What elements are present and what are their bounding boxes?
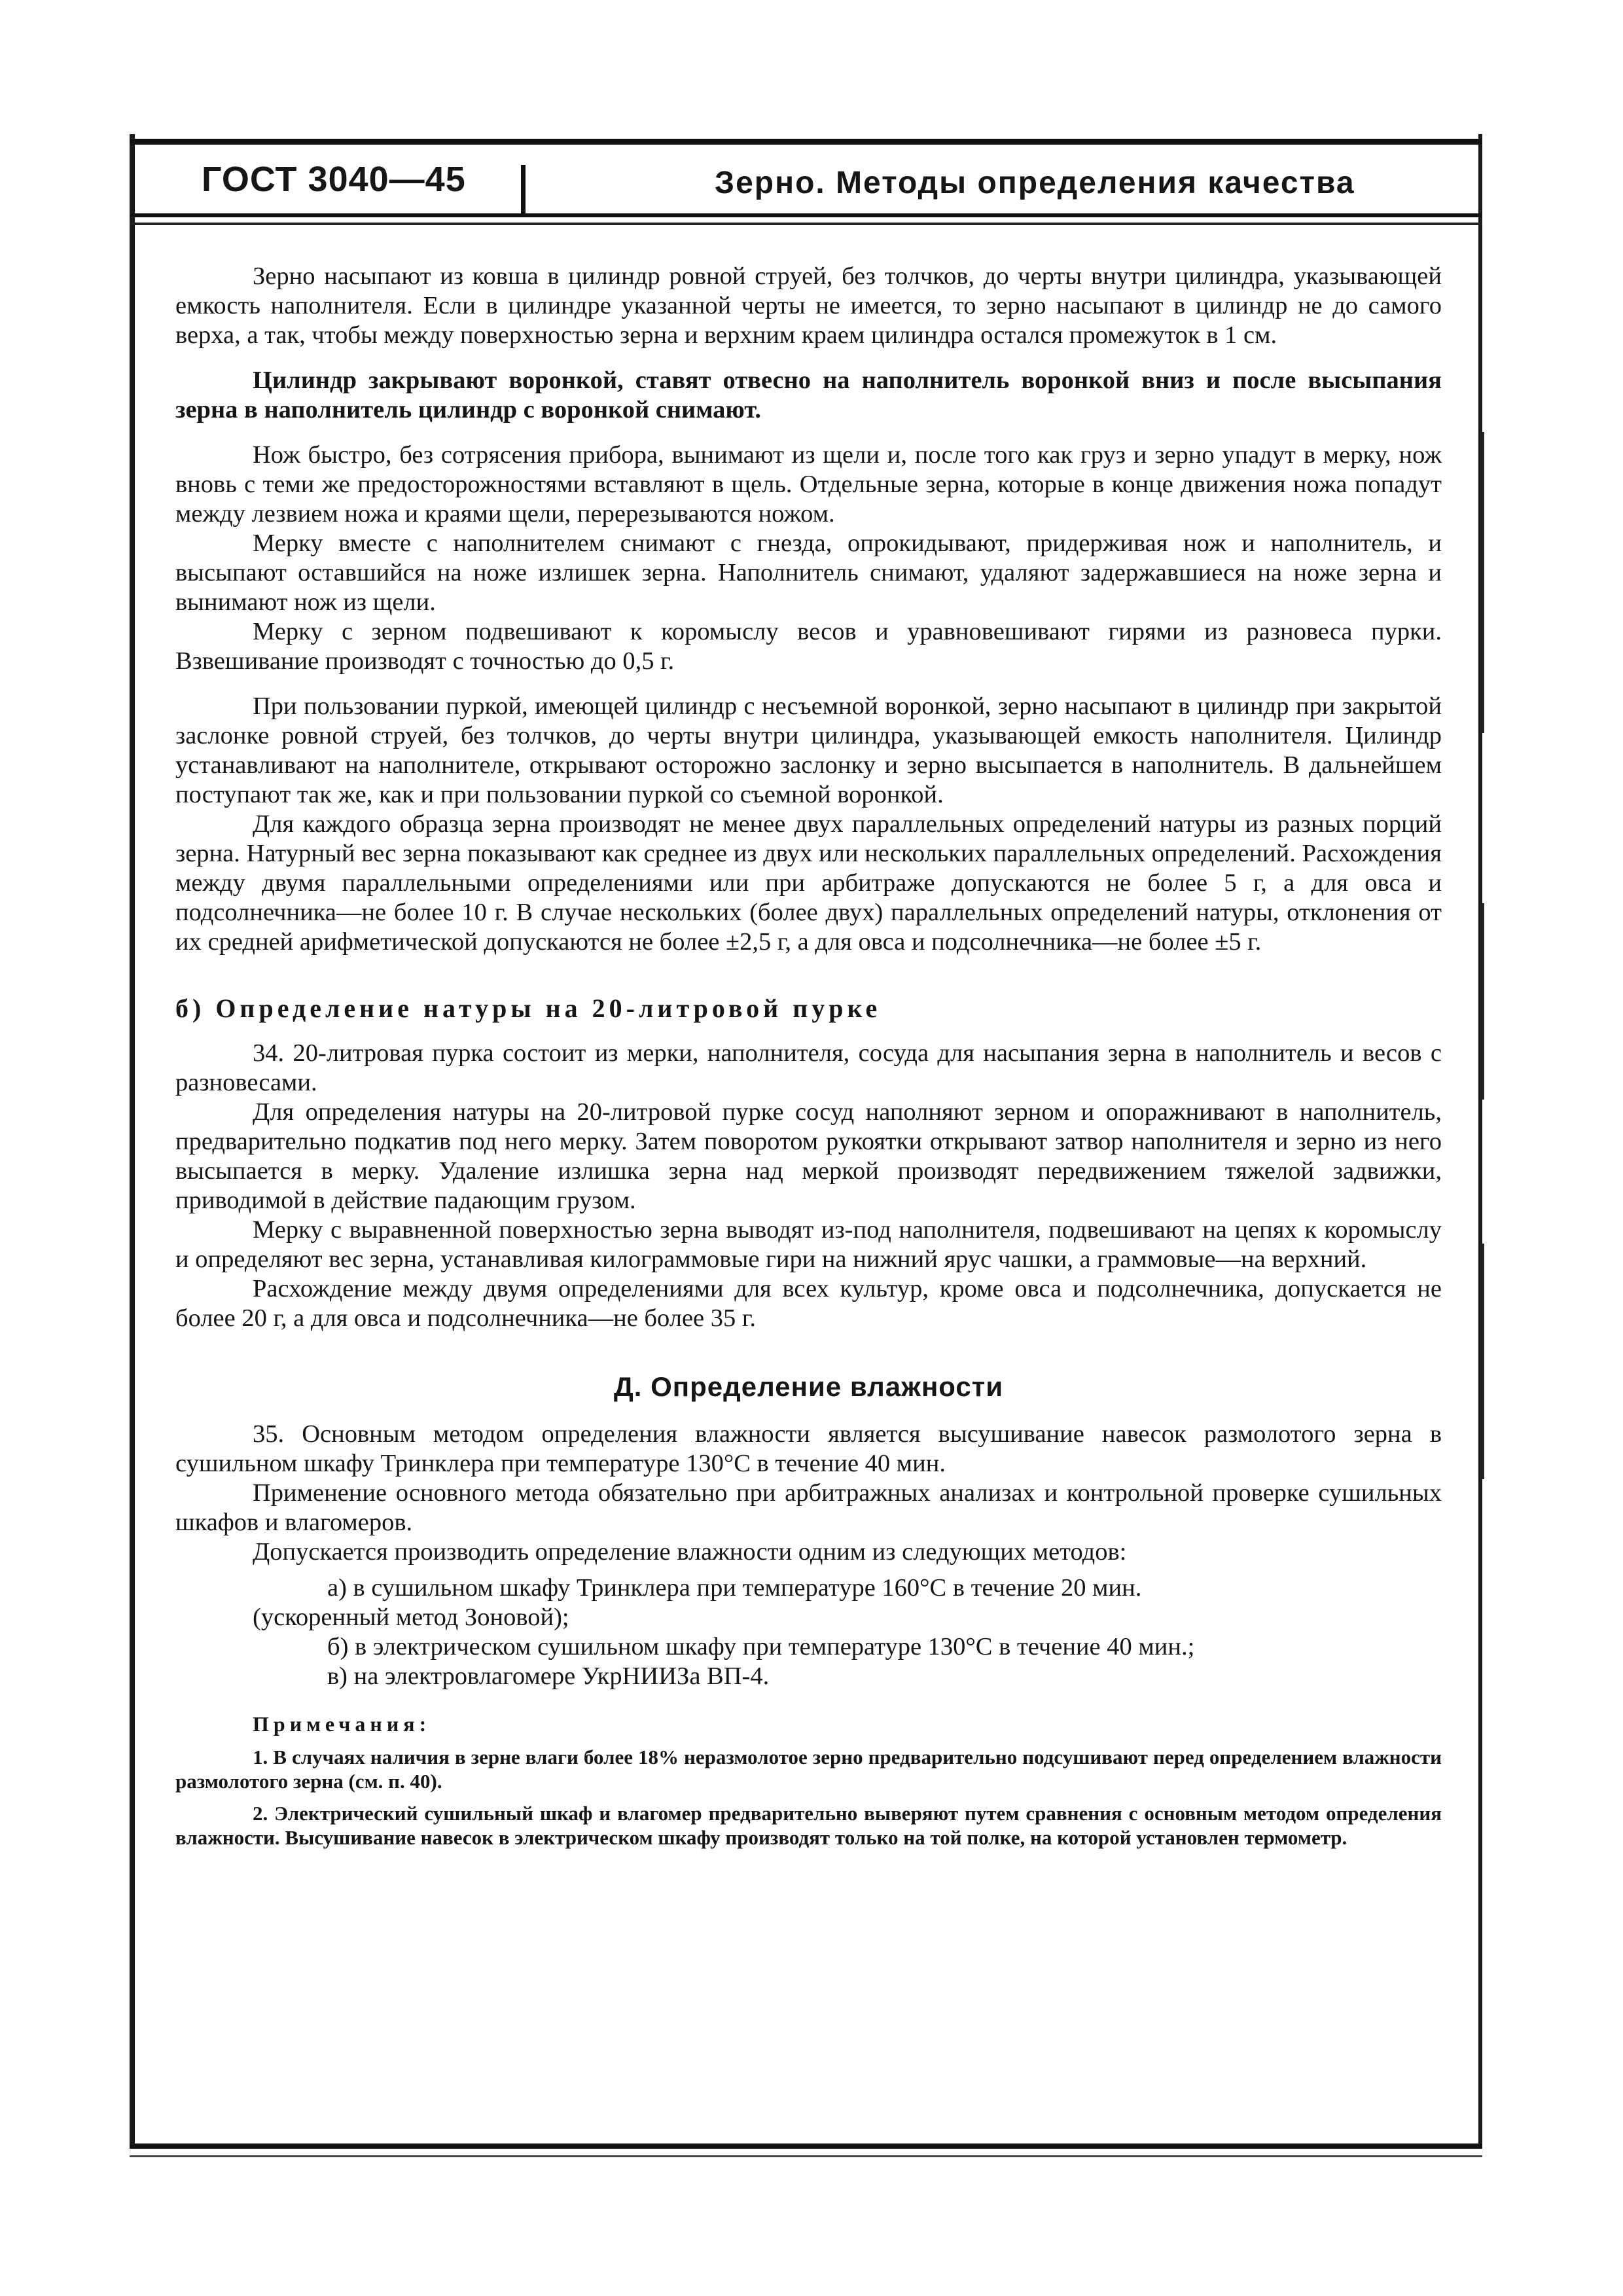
margin-mark: [1480, 432, 1484, 733]
method-item: б) в электрическом сушильном шкафу при температуре 130°С в течение 40 мин.;: [327, 1633, 1195, 1660]
note-item: 2. Электрический сушильный шкаф и влагомер предварительно выверяют путем сравнения с основным методом определения влажности. Высушивание навесок в электрическом шкафу производят только на той полке, на которой установлен термометр.: [175, 1802, 1442, 1849]
paragraph-weighing: Мерку с зерном подвешивают к коромыслу весов и уравновешивают гирями из разновеса пурки. Взвешивание производят с точностью до 0,5 г.: [175, 618, 1442, 675]
section-title: Д. Определение влажности: [613, 1371, 1004, 1402]
page-frame-left: [130, 134, 135, 2147]
paragraph-34-weighing: Мерку с выравненной поверхностью зерна выводят из-под наполнителя, подвешивают на цепях к коромыслу и определяют вес зерна, устанавливая килограммовые гири на нижний ярус чашки, а граммовые—на верхний.: [175, 1216, 1442, 1273]
paragraph-34: 34. 20-литровая пурка состоит из мерки, наполнителя, сосуда для насыпания зерна в наполнитель и весов с разновесами.: [175, 1039, 1442, 1096]
paragraph-35: 35. Основным методом определения влажности является высушивание навесок размолотого зерна в сушильном шкафу Тринклера при температуре 130°С в течение 40 мин.: [175, 1420, 1442, 1477]
paragraph-35-methods-intro: Допускается производить определение влажности одним из следующих методов:: [253, 1538, 1127, 1566]
paragraph-parallel-determinations: Для каждого образца зерна производят не менее двух параллельных определений натуры из разных порций зерна. Натурный вес зерна показывают как среднее из двух или нескольких параллельных определений. Расхождения между двумя параллельными определениями или при арбитраже допускаются не более 5 г, а для овса и подсолнечника—не более 10 г. В случае нескольких (более двух) параллельных определений натуры, отклонения от их средней арифметической допускаются не более ±2,5 г, а для овса и подсолнечника—не более ±5 г.: [175, 810, 1442, 956]
paragraph-34-tolerance: Расхождение между двумя определениями для всех культур, кроме овса и подсолнечника, допускается не более 20 г, а для овса и подсолнечника—не более 35 г.: [175, 1275, 1442, 1332]
paragraph-remove-measure: Мерку вместе с наполнителем снимают с гнезда, опрокидывают, придерживая нож и наполнитель, и высыпают оставшийся на ноже излишек зерна. Наполнитель снимают, удаляют задержавшиеся на ноже зерна и вынимают нож из щели.: [175, 529, 1442, 616]
page-bottom-rule: [130, 2144, 1482, 2149]
margin-mark: [1480, 903, 1484, 1100]
page-body: [175, 262, 1442, 1850]
note-item: 1. В случаях наличия в зерне влаги более 18% неразмолотое зерно предварительно подсушивают перед определением влажности размолотого зерна (см. п. 40).: [175, 1746, 1442, 1793]
header-title: Зерно. Методы определения качества: [715, 166, 1355, 200]
page-bottom-rule-thin: [130, 2155, 1482, 2157]
margin-mark: [1480, 1244, 1484, 1479]
method-item: (ускоренный метод Зоновой);: [253, 1604, 569, 1631]
paragraph-35-arbitration: Применение основного метода обязательно при арбитражных анализах и контрольной проверке сушильных шкафов и влагомеров.: [175, 1479, 1442, 1536]
header-rule: [130, 223, 1482, 225]
method-item: в) на электровлагомере УкрНИИЗа ВП-4.: [327, 1662, 770, 1690]
paragraph-fixed-funnel: При пользовании пуркой, имеющей цилиндр с несъемной воронкой, зерно насыпают в цилиндр при закрытой заслонке ровной струей, без толчков, до черты внутри цилиндра, указывающей емкость наполнителя. Цилиндр устанавливают на наполнителе, открывают осторожно заслонку и зерно высыпается в наполнитель. В дальнейшем поступают так же, как и при пользовании пуркой со съемной воронкой.: [175, 692, 1442, 808]
notes-title: Примечания:: [253, 1712, 431, 1736]
subsection-title: б) Определение натуры на 20-литровой пурке: [175, 994, 882, 1023]
paragraph-knife: Нож быстро, без сотрясения прибора, вынимают из щели и, после того как груз и зерно упадут в мерку, нож вновь с теми же предосторожностями вставляют в щель. Отдельные зерна, которые в конце движения ножа попадут между лезвием ножа и краями щели, перерезываются ножом.: [175, 441, 1442, 528]
paragraph-pour-grain: Зерно насыпают из ковша в цилиндр ровной струей, без толчков, до черты внутри цилиндра, указывающей емкость наполнителя. Если в цилиндре указанной черты не имеется, то зерно насыпают в цилиндр не до самого верха, а так, чтобы между поверхностью зерна и верхним краем цилиндра остался промежуток в 1 см.: [175, 262, 1442, 349]
method-item: а) в сушильном шкафу Тринклера при температуре 160°С в течение 20 мин.: [327, 1574, 1142, 1602]
paragraph-funnel: Цилиндр закрывают воронкой, ставят отвесно на наполнитель воронкой вниз и после высыпания зерна в наполнитель цилиндр с воронкой снимают.: [175, 367, 1442, 423]
standard-number: ГОСТ 3040—45: [202, 160, 466, 199]
paragraph-34-procedure: Для определения натуры на 20-литровой пурке сосуд наполняют зерном и опоражнивают в наполнитель, предварительно подкатив под него мерку. Затем поворотом рукоятки открывают затвор наполнителя и зерно из него высыпается в мерку. Удаление излишка зерна над меркой производят передвижением тяжелой задвижки, приводимой в действие падающим грузом.: [175, 1098, 1442, 1214]
header-divider: [521, 165, 526, 217]
